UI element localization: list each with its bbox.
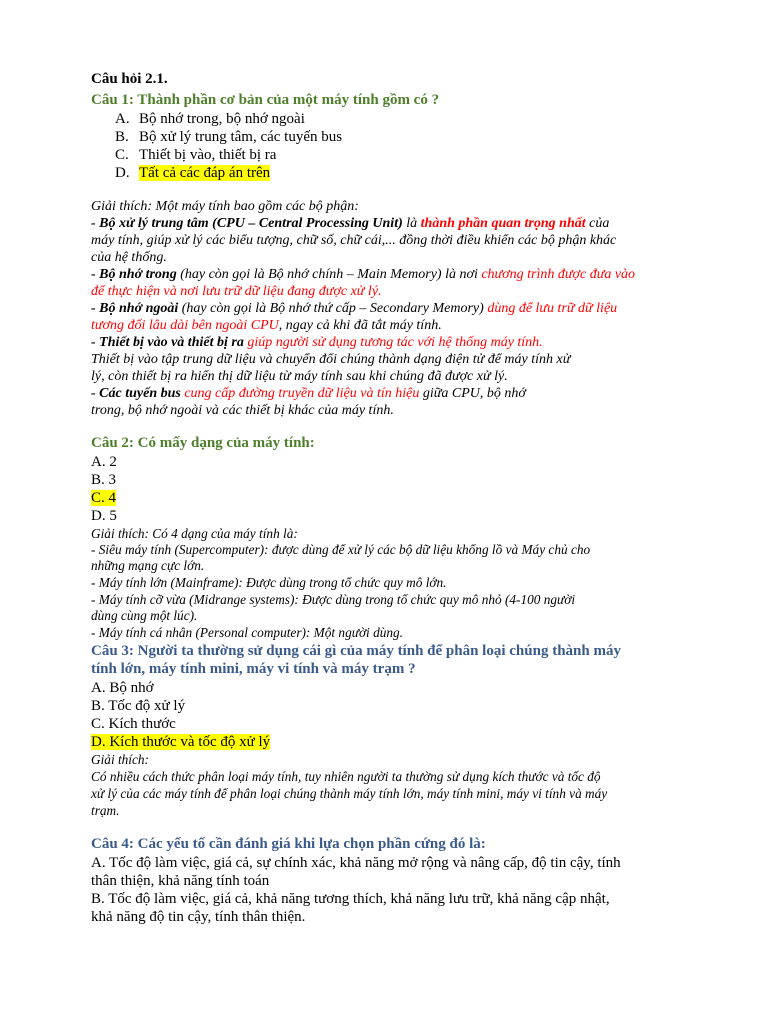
- q3-option-a: A. Bộ nhớ: [91, 680, 154, 696]
- q3-title-line2: tính lớn, máy tính mini, máy vi tính và máy trạm ?: [91, 661, 416, 677]
- q1-option-b: B. Bộ xử lý trung tâm, các tuyến bus: [115, 129, 343, 145]
- q1-expl-bus-line2: trong, bộ nhớ ngoài và các thiết bị khác của máy tính.: [91, 403, 394, 418]
- q3-expl-line3: xử lý của các máy tính để phân loại chúng thành máy tính lớn, máy tính mini, máy vi tính và máy: [91, 786, 608, 801]
- q3-expl-line4: trạm.: [91, 803, 120, 818]
- q2-option-d: D. 5: [91, 508, 117, 524]
- q3-option-d: [91, 733, 270, 751]
- q1-expl-external: - Bộ nhớ ngoài (hay còn gọi là Bộ nhớ thứ cấp – Secondary Memory) dùng để lưu trữ dữ liệu: [91, 301, 618, 316]
- q2-option-b: B. 3: [91, 472, 117, 488]
- q2-expl-line5: - Máy tính cỡ vừa (Midrange systems): Được dùng trong tổ chức quy mô nhỏ (4-100 người: [91, 592, 576, 607]
- q2-expl-line6: dùng cùng một lúc).: [91, 608, 198, 623]
- q2-expl-line3: những mạng cực lớn.: [91, 558, 205, 573]
- q1-expl-bus: - Các tuyến bus cung cấp đường truyền dữ liệu và tín hiệu giữa CPU, bộ nhớ: [91, 386, 526, 401]
- q2-expl-line2: - Siêu máy tính (Supercomputer): được dùng để xử lý các bộ dữ liệu khổng lồ và Máy chủ cho: [91, 542, 591, 557]
- q4-option-a-line2: thân thiện, khả năng tính toán: [91, 873, 270, 889]
- q3-option-c: C. Kích thước: [91, 716, 176, 732]
- q3-option-b: B. Tốc độ xử lý: [91, 698, 186, 714]
- q1-option-a: A. Bộ nhớ trong, bộ nhớ ngoài: [115, 111, 305, 127]
- q1-expl-cpu: - Bộ xử lý trung tâm (CPU – Central Processing Unit) là thành phần quan trọng nhất của: [91, 216, 610, 231]
- q1-expl-ram-line2: để thực hiện và nơi lưu trữ dữ liệu đang được xử lý.: [91, 284, 382, 299]
- q1-expl-cpu-line2: máy tính, giúp xử lý các biểu tượng, chữ số, chữ cái,... đồng thời điều khiển các bộ phận khác: [91, 233, 617, 248]
- q3-expl-line1: Giải thích:: [91, 752, 149, 767]
- q2-answer-highlight: C. 4: [91, 490, 117, 506]
- q4-option-b-line1: B. Tốc độ làm việc, giá cả, khả năng tương thích, khả năng lưu trữ, khả năng cập nhật,: [91, 891, 610, 907]
- q1-option-d: D. Tất cả các đáp án trên: [115, 165, 271, 181]
- q1-expl-io-line3: lý, còn thiết bị ra hiển thị dữ liệu từ máy tính sau khi chúng đã được xử lý.: [91, 369, 508, 384]
- q1-explanation-intro: Giải thích: Một máy tính bao gồm các bộ phận:: [91, 199, 359, 214]
- q2-option-a: A. 2: [91, 454, 117, 470]
- q1-option-c: C. Thiết bị vào, thiết bị ra: [115, 147, 277, 163]
- q2-option-c: [91, 489, 116, 507]
- q2-expl-line7: - Máy tính cá nhân (Personal computer): Một người dùng.: [91, 625, 403, 640]
- q2-expl-line4: - Máy tính lớn (Mainframe): Được dùng trong tổ chức quy mô lớn.: [91, 575, 447, 590]
- q3-title-line1: Câu 3: Người ta thường sử dụng cái gì của máy tính để phân loại chúng thành máy: [91, 643, 621, 659]
- q1-expl-ram: - Bộ nhớ trong (hay còn gọi là Bộ nhớ chính – Main Memory) là nơi chương trình được đưa vào: [91, 267, 636, 282]
- q4-option-a-line1: A. Tốc độ làm việc, giá cả, sự chính xác, khả năng mở rộng và nâng cấp, độ tin cậy, tính: [91, 855, 621, 871]
- q1-expl-io-line2: Thiết bị vào tập trung dữ liệu và chuyển đổi chúng thành dạng điện tử để máy tính xử: [91, 352, 571, 367]
- q1-expl-io: - Thiết bị vào và thiết bị ra giúp người sử dụng tương tác với hệ thống máy tính.: [91, 335, 543, 350]
- q1-expl-external-line2: tương đối lâu dài bên ngoài CPU, ngay cả khi đã tắt máy tính.: [91, 318, 442, 333]
- q1-answer-highlight: Tất cả các đáp án trên: [139, 165, 271, 181]
- q4-option-b-line2: khả năng độ tin cậy, tính thân thiện.: [91, 909, 306, 925]
- q2-title: Câu 2: Có mấy dạng của máy tính:: [91, 435, 315, 451]
- q3-answer-highlight: D. Kích thước và tốc độ xử lý: [91, 734, 271, 750]
- q2-expl-line1: Giải thích: Có 4 dạng của máy tính là:: [91, 526, 298, 541]
- doc-heading: Câu hỏi 2.1.: [91, 71, 168, 87]
- q4-title: Câu 4: Các yếu tố cần đánh giá khi lựa chọn phần cứng đó là:: [91, 836, 486, 852]
- q1-expl-cpu-line3: của hệ thống.: [91, 250, 167, 265]
- q1-title: Câu 1: Thành phần cơ bản của một máy tính gồm có ?: [91, 92, 440, 108]
- q3-expl-line2: Có nhiều cách thức phân loại máy tính, tuy nhiên người ta thường sử dụng kích thước và tốc độ: [91, 769, 601, 784]
